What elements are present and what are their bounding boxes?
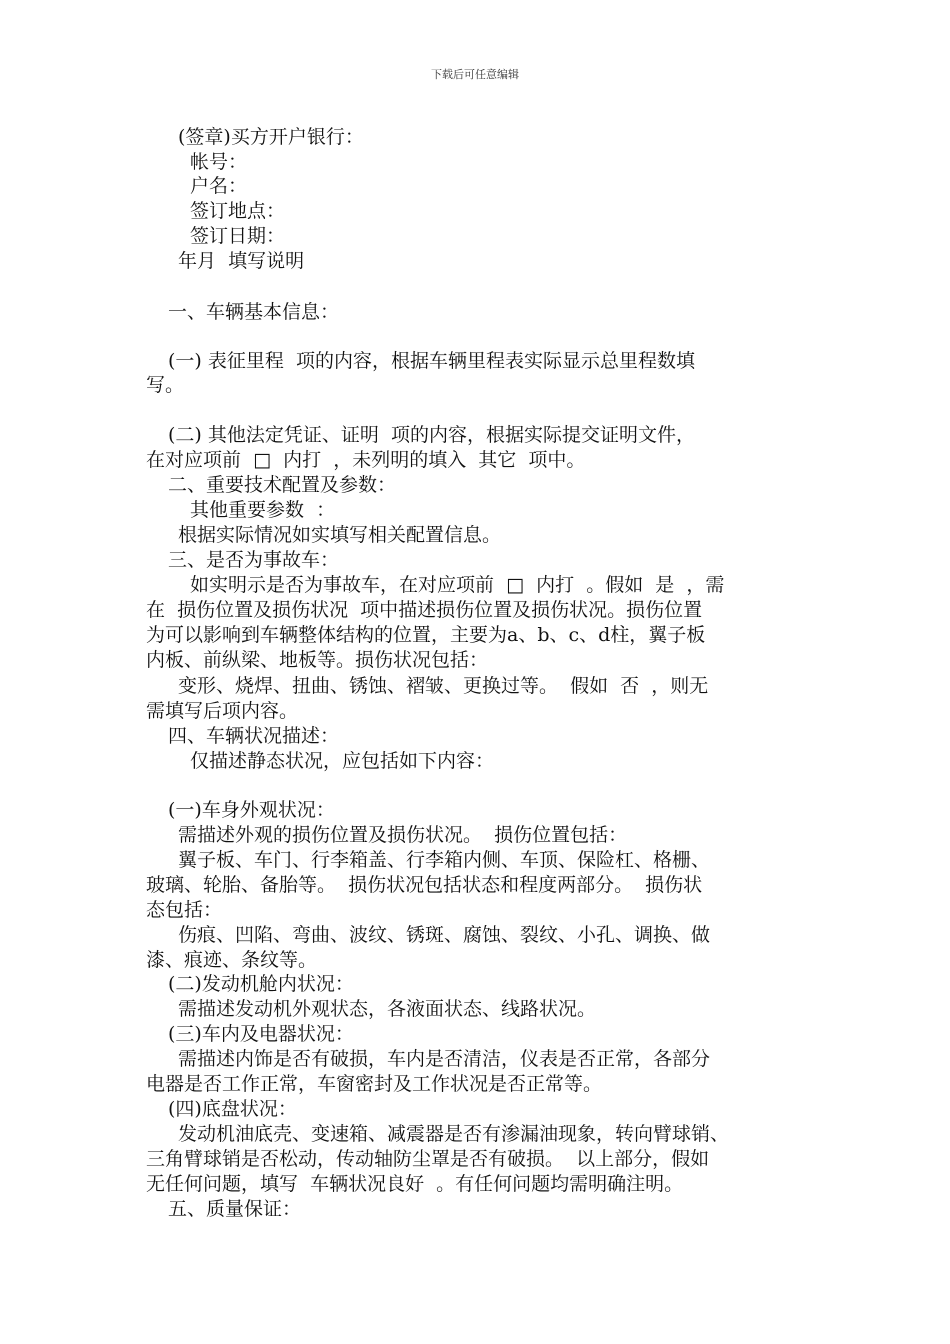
text-line: 签订地点： bbox=[190, 200, 286, 222]
text-line: 三、是否为事故车： bbox=[168, 549, 340, 571]
text-line: 根据实际情况如实填写相关配置信息。 bbox=[178, 524, 502, 546]
text-line: 发动机油底壳、变速箱、减震器是否有渗漏油现象，转向臂球销、 bbox=[178, 1123, 730, 1145]
text-line: 为可以影响到车辆整体结构的位置，主要为a、b、c、d柱，翼子板 bbox=[146, 624, 706, 646]
text-line: (三)车内及电器状况： bbox=[168, 1023, 354, 1045]
text-line: 需描述外观的损伤位置及损伤状况。 损伤位置包括： bbox=[178, 824, 628, 846]
text-line: 仅描述静态状况，应包括如下内容： bbox=[190, 750, 495, 772]
text-line: 内板、前纵梁、地板等。损伤状况包括： bbox=[146, 649, 489, 671]
text-line: (签章)买方开户银行： bbox=[178, 126, 364, 148]
text-line: 在对应项前 □ 内打 ，未列明的填入 其它 项中。 bbox=[146, 449, 586, 471]
text-line: 玻璃、轮胎、备胎等。 损伤状况包括状态和程度两部分。 损伤状 bbox=[146, 874, 703, 896]
text-line: 需描述发动机外观状态，各液面状态、线路状况。 bbox=[178, 998, 597, 1020]
text-line: 其他重要参数 ： bbox=[190, 499, 336, 521]
text-line: (二)发动机舱内状况： bbox=[168, 973, 354, 995]
text-line: 四、车辆状况描述： bbox=[168, 725, 340, 747]
text-line: (四)底盘状况： bbox=[168, 1098, 297, 1120]
text-line: 伤痕、凹陷、弯曲、波纹、锈斑、腐蚀、裂纹、小孔、调换、做 bbox=[178, 924, 711, 946]
text-line: 帐号： bbox=[190, 151, 248, 173]
text-line: 写。 bbox=[146, 374, 185, 396]
text-line: 漆、痕迹、条纹等。 bbox=[146, 949, 318, 971]
text-line: 一、车辆基本信息： bbox=[168, 301, 340, 323]
text-line: (二) 其他法定凭证、证明 项的内容，根据实际提交证明文件， bbox=[168, 424, 695, 446]
text-line: 需填写后项内容。 bbox=[146, 700, 299, 722]
text-line: 态包括： bbox=[146, 899, 223, 921]
text-line: 如实明示是否为事故车，在对应项前 □ 内打 。假如 是 ，需 bbox=[190, 574, 725, 596]
text-line: (一)车身外观状况： bbox=[168, 799, 335, 821]
text-line: 无任何问题，填写 车辆状况良好 。有任何问题均需明确注明。 bbox=[146, 1173, 684, 1195]
text-line: (一) 表征里程 项的内容，根据车辆里程表实际显示总里程数填 bbox=[168, 350, 695, 372]
text-line: 需描述内饰是否有破损，车内是否清洁，仪表是否正常，各部分 bbox=[178, 1048, 711, 1070]
text-line: 五、质量保证： bbox=[168, 1198, 302, 1220]
text-line: 电器是否工作正常，车窗密封及工作状况是否正常等。 bbox=[146, 1073, 603, 1095]
text-line: 变形、烧焊、扭曲、锈蚀、褶皱、更换过等。 假如 否 ，则无 bbox=[178, 675, 709, 697]
text-line: 三角臂球销是否松动，传动轴防尘罩是否有破损。 以上部分，假如 bbox=[146, 1148, 710, 1170]
text-line: 翼子板、车门、行李箱盖、行李箱内侧、车顶、保险杠、格栅、 bbox=[178, 849, 711, 871]
text-line: 户名： bbox=[190, 175, 248, 197]
text-line: 在 损伤位置及损伤状况 项中描述损伤位置及损伤状况。损伤位置 bbox=[146, 599, 703, 621]
page-header: 下载后可任意编辑 bbox=[431, 68, 519, 81]
text-line: 二、重要技术配置及参数： bbox=[168, 474, 397, 496]
text-line: 签订日期： bbox=[190, 225, 286, 247]
text-line: 年月 填写说明 bbox=[178, 250, 305, 272]
